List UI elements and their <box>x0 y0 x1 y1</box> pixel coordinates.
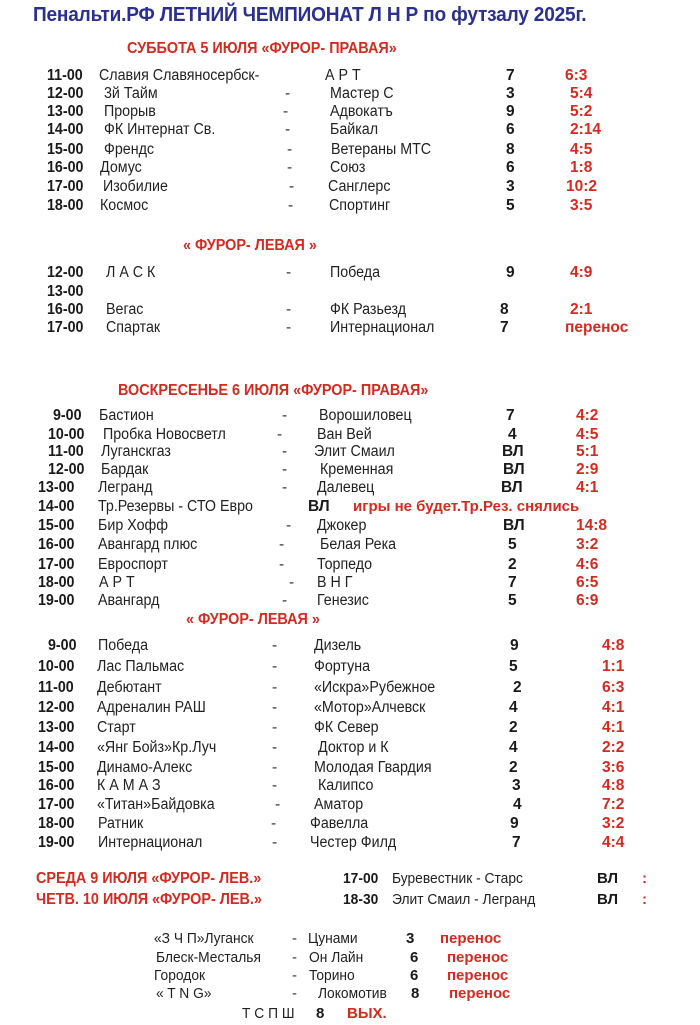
match-score: 5:1 <box>576 443 599 460</box>
match-row <box>0 759 700 779</box>
match-score: 3:5 <box>570 197 593 214</box>
home-team: Городок <box>154 967 206 984</box>
away-team: Калипсо <box>318 777 374 794</box>
home-team: Вегас <box>106 301 144 318</box>
dash: - <box>286 517 292 534</box>
dash: - <box>292 949 297 966</box>
match-row <box>0 85 700 105</box>
midweek-row <box>0 891 700 911</box>
match-time: 17-00 <box>47 178 84 195</box>
match-round: 7 <box>500 319 509 336</box>
match-row <box>0 574 700 594</box>
dash: - <box>288 197 294 214</box>
match-round: ВЛ <box>597 891 618 908</box>
away-team: ФК Север <box>314 719 379 736</box>
match-time: 17-00 <box>343 870 379 887</box>
match-status: перенос <box>447 967 509 984</box>
away-team: Торино <box>309 967 355 984</box>
match-time: 15-00 <box>38 759 75 776</box>
away-team: Спортинг <box>329 197 391 214</box>
match-score: 4:1 <box>602 719 625 736</box>
home-team: «З Ч П»Луганск <box>154 930 254 947</box>
match-score: 3:6 <box>602 759 625 776</box>
section-heading-sat-left: « ФУРОР- ЛЕВАЯ » <box>183 237 317 254</box>
match-score: : <box>642 891 647 908</box>
dash: - <box>279 536 285 553</box>
match-round: 4 <box>509 739 518 756</box>
home-team: Домус <box>100 159 142 176</box>
section-heading-sun-left: « ФУРОР- ЛЕВАЯ » <box>186 611 320 628</box>
match-score: 4:6 <box>576 556 599 573</box>
match-score: 2:9 <box>576 461 599 478</box>
match-teams: Буревестник - Старс <box>392 870 523 887</box>
away-team: «Мотор»Алчевск <box>314 699 426 716</box>
match-round: 3 <box>512 777 521 794</box>
home-team: Пробка Новосветл <box>103 426 226 443</box>
home-team: Космос <box>100 197 149 214</box>
away-team: Честер Филд <box>310 834 397 851</box>
match-score: 3:2 <box>602 815 625 832</box>
bye-row <box>0 1005 700 1025</box>
dash: - <box>286 319 292 336</box>
match-row <box>0 407 700 427</box>
match-score: 7:2 <box>602 796 625 813</box>
match-time: 19-00 <box>38 592 75 609</box>
dash: - <box>271 815 277 832</box>
match-round: 8 <box>411 985 420 1002</box>
home-team: Дебютант <box>97 679 162 696</box>
home-team: Спартак <box>106 319 161 336</box>
match-row <box>0 536 700 556</box>
away-team: Цунами <box>308 930 358 947</box>
away-team: Молодая Гвардия <box>314 759 432 776</box>
dash: - <box>282 461 288 478</box>
match-row <box>0 461 700 481</box>
away-team: ФК Разьезд <box>330 301 407 318</box>
away-team: Фавелла <box>310 815 369 832</box>
match-round: 6 <box>506 121 515 138</box>
match-score: 4:1 <box>576 479 599 496</box>
match-round: ВЛ <box>502 443 524 460</box>
home-team: Бир Хофф <box>98 517 168 534</box>
match-score: 3:2 <box>576 536 599 553</box>
match-round: 2 <box>513 679 522 696</box>
match-status: перенос <box>440 930 502 947</box>
away-team: Он Лайн <box>309 949 364 966</box>
match-time: 10-00 <box>38 658 75 675</box>
dash: - <box>277 426 283 443</box>
home-team: Ратник <box>98 815 144 832</box>
match-round: 2 <box>508 556 517 573</box>
midweek-label: ЧЕТВ. 10 ИЮЛЯ «ФУРОР- ЛЕВ.» <box>36 891 262 908</box>
match-score: 4:5 <box>570 141 593 158</box>
match-round: 6 <box>506 159 515 176</box>
away-team: Адвокатъ <box>330 103 393 120</box>
match-teams: Элит Смаил - Легранд <box>392 891 536 908</box>
dash: - <box>292 967 297 984</box>
match-score: 2:14 <box>570 121 602 138</box>
match-time: 18-00 <box>47 197 84 214</box>
home-team: Адреналин РАШ <box>97 699 206 716</box>
postponed-row <box>0 985 700 1005</box>
away-team: Победа <box>330 264 381 281</box>
match-row <box>0 699 700 719</box>
match-time: 12-00 <box>48 461 85 478</box>
dash: - <box>285 121 291 138</box>
dash: - <box>272 834 278 851</box>
match-time: 15-00 <box>47 141 84 158</box>
match-time: 16-00 <box>38 777 75 794</box>
away-team: Далевец <box>317 479 375 496</box>
match-time: 9-00 <box>53 407 82 424</box>
home-team: Прорыв <box>104 103 156 120</box>
match-round: ВЛ <box>501 479 523 496</box>
match-time: 13-00 <box>47 103 84 120</box>
dash: - <box>287 159 293 176</box>
home-team: Славия Славяносербск- <box>99 67 260 84</box>
match-time: 11-00 <box>47 67 83 84</box>
match-round: 9 <box>506 264 515 281</box>
away-team: Белая Река <box>320 536 397 553</box>
match-round: 3 <box>406 930 415 947</box>
match-time: 18-30 <box>343 891 379 908</box>
match-round: 2 <box>509 759 518 776</box>
match-row <box>0 121 700 141</box>
away-team: Санглерс <box>328 178 391 195</box>
home-team: «Янг Бойз»Кр.Луч <box>97 739 217 756</box>
dash: - <box>286 301 292 318</box>
match-round: ВЛ <box>503 461 525 478</box>
away-team: В Н Г <box>317 574 353 591</box>
match-round: 5 <box>508 592 517 609</box>
match-time: 13-00 <box>47 283 84 300</box>
away-team: Мастер С <box>330 85 394 102</box>
match-score: 5:2 <box>570 103 593 120</box>
match-score: 1:8 <box>570 159 593 176</box>
match-row <box>0 637 700 657</box>
special-row <box>0 498 700 518</box>
dash: - <box>272 777 278 794</box>
match-time: 17-00 <box>38 796 75 813</box>
section-heading-sun-right: ВОСКРЕСЕНЬЕ 6 ИЮЛЯ «ФУРОР- ПРАВАЯ» <box>118 382 429 399</box>
match-time: 14-00 <box>47 121 84 138</box>
away-team: Джокер <box>317 517 367 534</box>
midweek-label: СРЕДА 9 ИЮЛЯ «ФУРОР- ЛЕВ.» <box>36 870 262 887</box>
match-round: 2 <box>509 719 518 736</box>
away-team: Доктор и К <box>318 739 389 756</box>
match-round: 5 <box>509 658 518 675</box>
section-heading-sat-right: СУББОТА 5 ИЮЛЯ «ФУРОР- ПРАВАЯ» <box>127 40 397 57</box>
away-team: А Р Т <box>325 67 361 84</box>
dash: - <box>287 141 293 158</box>
home-team: Легранд <box>98 479 153 496</box>
match-row <box>0 796 700 816</box>
match-round: 4 <box>509 699 518 716</box>
match-round: 8 <box>506 141 515 158</box>
match-score: 2:1 <box>570 301 593 318</box>
dash: - <box>292 985 297 1002</box>
away-team: Ворошиловец <box>319 407 412 424</box>
dash: - <box>289 574 295 591</box>
match-time: 14-00 <box>38 498 75 515</box>
match-note: игры не будет.Тр.Рез. снялись <box>353 498 580 515</box>
postponed-row <box>0 930 700 950</box>
away-team: Фортуна <box>314 658 371 675</box>
match-round: 9 <box>510 815 519 832</box>
bye-status: ВЫХ. <box>347 1005 387 1022</box>
match-time: 9-00 <box>48 637 77 654</box>
match-score: 10:2 <box>566 178 598 195</box>
match-time: 12-00 <box>38 699 75 716</box>
away-team: Ван Вей <box>317 426 372 443</box>
match-row <box>0 264 700 284</box>
dash: - <box>272 658 278 675</box>
match-row <box>0 517 700 537</box>
away-team: «Искра»Рубежное <box>314 679 436 696</box>
home-team: Бастион <box>99 407 154 424</box>
match-round: 7 <box>506 407 515 424</box>
dash: - <box>282 479 288 496</box>
match-row <box>0 592 700 612</box>
match-round: ВЛ <box>503 517 525 534</box>
match-score: 2:2 <box>602 739 625 756</box>
match-score: 4:2 <box>576 407 599 424</box>
dash: - <box>289 178 295 195</box>
match-time: 17-00 <box>38 556 75 573</box>
home-team: Л А С К <box>106 264 156 281</box>
home-team: Авангард плюс <box>98 536 198 553</box>
match-time: 16-00 <box>38 536 75 553</box>
home-team: Старт <box>97 719 136 736</box>
match-score: 6:3 <box>565 67 588 84</box>
home-team: Динамо-Алекс <box>97 759 193 776</box>
dash: - <box>282 443 288 460</box>
home-team: Авангард <box>98 592 160 609</box>
away-team: Союз <box>330 159 366 176</box>
away-team: Кременная <box>320 461 394 478</box>
match-time: 13-00 <box>38 719 75 736</box>
home-team: ФК Интернат Св. <box>104 121 216 138</box>
match-score: 4:9 <box>570 264 593 281</box>
match-row <box>0 443 700 463</box>
match-time: 16-00 <box>47 159 84 176</box>
postponed-row <box>0 967 700 987</box>
home-team: Луганскгаз <box>101 443 171 460</box>
dash: - <box>272 699 278 716</box>
home-team: « T N G» <box>156 985 212 1002</box>
away-team: Локомотив <box>318 985 387 1002</box>
match-score: 6:5 <box>576 574 599 591</box>
dash: - <box>282 407 288 424</box>
home-team: Интернационал <box>98 834 203 851</box>
match-round: 3 <box>506 178 515 195</box>
dash: - <box>272 637 278 654</box>
match-row <box>0 777 700 797</box>
match-time: 14-00 <box>38 739 75 756</box>
match-time: 16-00 <box>47 301 84 318</box>
dash: - <box>292 930 297 947</box>
dash: - <box>283 103 289 120</box>
match-row <box>0 197 700 217</box>
home-team: Бардак <box>101 461 149 478</box>
match-score: 6:9 <box>576 592 599 609</box>
away-team: Элит Смаил <box>314 443 395 460</box>
home-team: Лас Пальмас <box>97 658 185 675</box>
match-row <box>0 679 700 699</box>
match-time: 10-00 <box>48 426 85 443</box>
home-team: А Р Т <box>99 574 135 591</box>
match-round: 7 <box>508 574 517 591</box>
match-score: : <box>642 870 647 887</box>
match-round: 7 <box>512 834 521 851</box>
bye-team: Т С П Ш <box>242 1005 295 1022</box>
match-time: 18-00 <box>38 574 75 591</box>
dash: - <box>272 759 278 776</box>
match-score: 4:4 <box>602 834 625 851</box>
match-score: 14:8 <box>576 517 608 534</box>
match-round: ВЛ <box>597 870 618 887</box>
match-round: 9 <box>506 103 515 120</box>
match-time: 12-00 <box>47 85 84 102</box>
dash: - <box>285 85 291 102</box>
match-score: 4:5 <box>576 426 599 443</box>
match-row <box>0 67 700 87</box>
match-time: 11-00 <box>38 679 74 696</box>
match-score: 1:1 <box>602 658 625 675</box>
home-team: Изобилие <box>103 178 168 195</box>
match-time: 13-00 <box>38 479 75 496</box>
match-row <box>0 815 700 835</box>
dash: - <box>279 556 285 573</box>
match-round: 5 <box>508 536 517 553</box>
home-team: К А М А З <box>97 777 161 794</box>
match-round: 3 <box>506 85 515 102</box>
home-team: «Титан»Байдовка <box>97 796 215 813</box>
dash: - <box>272 719 278 736</box>
match-time: 18-00 <box>38 815 75 832</box>
match-time: 11-00 <box>48 443 84 460</box>
midweek-row <box>0 870 700 890</box>
match-round: ВЛ <box>308 498 330 515</box>
match-row <box>0 739 700 759</box>
match-time: 12-00 <box>47 264 84 281</box>
match-row <box>0 301 700 321</box>
dash: - <box>272 739 278 756</box>
home-team: Блеск-Месталья <box>156 949 261 966</box>
match-score: 4:8 <box>602 637 625 654</box>
home-team: Френдс <box>104 141 155 158</box>
match-row <box>0 479 700 499</box>
dash: - <box>286 264 292 281</box>
match-round: 7 <box>506 67 515 84</box>
match-score: 4:1 <box>602 699 625 716</box>
match-row <box>0 658 700 678</box>
match-round: 4 <box>513 796 522 813</box>
match-round: 6 <box>410 949 419 966</box>
match-round: 9 <box>510 637 519 654</box>
match-row <box>0 719 700 739</box>
home-team: Евроспорт <box>98 556 168 573</box>
away-team: Аматор <box>314 796 364 813</box>
match-row <box>0 556 700 576</box>
match-row <box>0 283 700 303</box>
match-score: 4:8 <box>602 777 625 794</box>
match-score: перенос <box>565 319 629 336</box>
match-time: 15-00 <box>38 517 75 534</box>
match-round: 4 <box>508 426 517 443</box>
match-time: 19-00 <box>38 834 75 851</box>
match-score: 6:3 <box>602 679 625 696</box>
match-row <box>0 141 700 161</box>
page-title: Пенальти.РФ ЛЕТНИЙ ЧЕМПИОНАТ Л Н Р по футзалу 2025г. <box>33 3 587 26</box>
away-team: Ветераны МТС <box>331 141 432 158</box>
match-row <box>0 834 700 854</box>
dash: - <box>282 592 288 609</box>
away-team: Байкал <box>330 121 379 138</box>
match-score: 5:4 <box>570 85 593 102</box>
match-status: перенос <box>447 949 509 966</box>
match-status: перенос <box>449 985 511 1002</box>
home-team: Победа <box>98 637 149 654</box>
away-team: Интернационал <box>330 319 435 336</box>
dash: - <box>272 679 278 696</box>
away-team: Торпедо <box>317 556 373 573</box>
match-round: 6 <box>410 967 419 984</box>
away-team: Генезис <box>317 592 369 609</box>
dash: - <box>275 796 281 813</box>
match-time: 17-00 <box>47 319 84 336</box>
match-row <box>0 178 700 198</box>
match-row <box>0 319 700 339</box>
match-round: 5 <box>506 197 515 214</box>
bye-round: 8 <box>316 1005 325 1022</box>
postponed-row <box>0 949 700 969</box>
home-team: 3й Тайм <box>104 85 158 102</box>
match-row <box>0 103 700 123</box>
match-teams: Тр.Резервы - СТО Евро <box>98 498 253 515</box>
match-round: 8 <box>500 301 509 318</box>
match-row <box>0 159 700 179</box>
away-team: Дизель <box>314 637 362 654</box>
